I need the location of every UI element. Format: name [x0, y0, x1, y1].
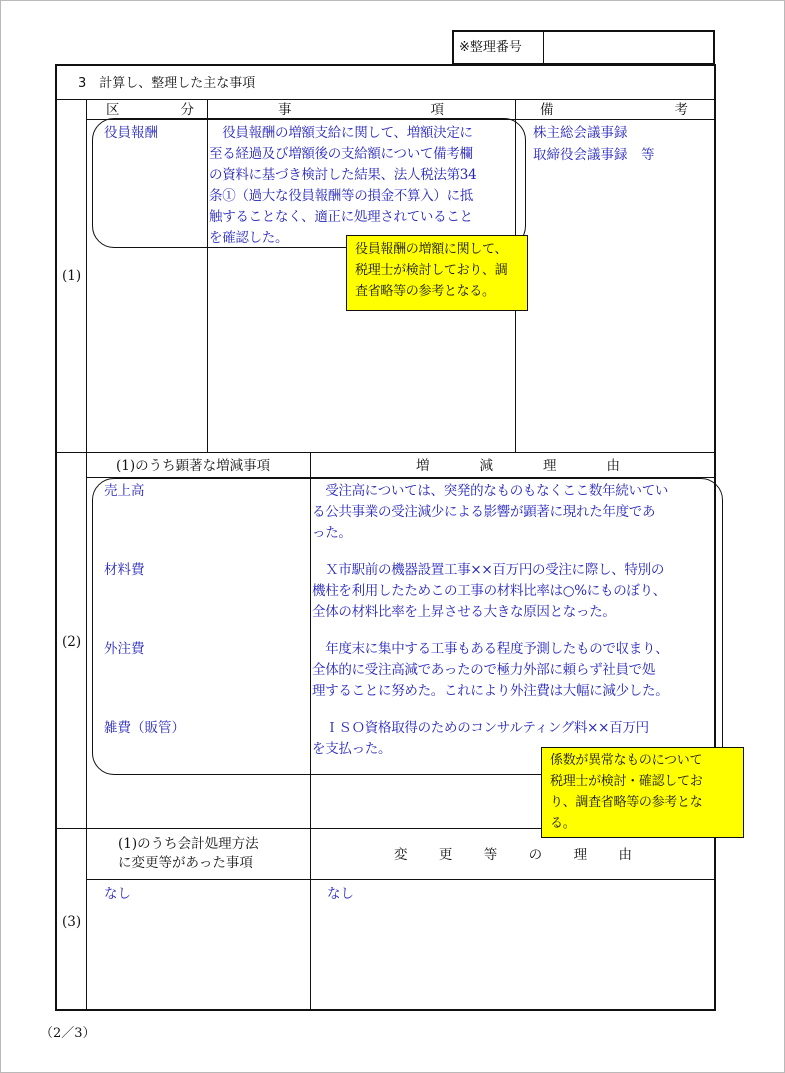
- part3-reason-value: なし: [327, 886, 354, 902]
- part1-remark-2: 取締役会議事録 等: [533, 147, 655, 163]
- part2-reason-line: った。: [312, 525, 352, 541]
- part1-matter-line: の資料に基づき検討した結果、法人税法第34: [209, 167, 477, 183]
- part1-header-biko-a: 備: [540, 102, 554, 118]
- part3-header-rule: [87, 879, 715, 880]
- part2-header-reason: [416, 456, 620, 477]
- part1-header-biko-b: 考: [674, 102, 688, 118]
- part2-note-line: る。: [550, 816, 576, 831]
- part2-note-line: 税理士が検討・確認してお: [550, 774, 703, 789]
- part2-reason-line: 機柱を利用したためこの工事の材料比率は○%にものぼり、: [312, 583, 667, 599]
- part2-callout-note: [541, 747, 744, 838]
- part2-reason-line: る公共事業の受注減少による影響が顕著に現れた年度であ: [312, 504, 656, 520]
- part2-reason-line: 理することに努めた。これにより外注費は大幅に減少した。: [312, 683, 669, 699]
- part2-header-reason-char: 理: [543, 458, 557, 474]
- page-number: （2／3）: [40, 1026, 96, 1041]
- section-title: 3 計算し、整理した主な事項: [78, 76, 256, 91]
- part3-header-item-line1: (1)のうち会計処理方法: [118, 836, 259, 852]
- part3-header-reason-char: 等: [483, 847, 498, 863]
- part2-item-sales: 売上高: [104, 483, 145, 499]
- part1-matter-line: 触することなく、適正に処理されていること: [209, 209, 473, 225]
- reference-number-divider: [543, 31, 544, 64]
- part3-header-item-line2: に変更等があった事項: [118, 855, 253, 871]
- part2-item-outsourcing: 外注費: [104, 641, 145, 657]
- part2-highlight-outline: [92, 478, 723, 775]
- part1-remark-1: 株主総会議事録: [533, 125, 628, 141]
- part2-note-line: 係数が異常なものについて: [550, 753, 703, 768]
- part1-header-jiko-b: 項: [430, 102, 444, 118]
- part1-row-label: (1): [62, 268, 82, 284]
- part2-reason-line: 年度末に集中する工事もある程度予測したもので収まり、: [312, 641, 669, 657]
- part1-header-jiko-a: 事: [278, 102, 292, 118]
- part2-header-reason-char: 由: [606, 458, 620, 474]
- part3-item-value: なし: [104, 886, 131, 902]
- part2-reason-line: ＩＳＯ資格取得のためのコンサルティング料××百万円: [312, 720, 649, 736]
- part2-reason-line: 全体的に受注高減であったので極力外部に頼らず社員で処: [312, 662, 656, 678]
- part2-item-misc: 雑費（販管）: [104, 720, 185, 736]
- part1-matter-line: 役員報酬の増額支給に関して、増額決定に: [209, 125, 473, 141]
- part1-header-biko: [540, 100, 688, 121]
- reference-number-label: ※整理番号: [459, 40, 522, 55]
- part1-matter-line: 条①（過大な役員報酬等の損金不算入）に抵: [209, 188, 473, 204]
- row-label-divider: [86, 100, 87, 1010]
- part1-matter-line: を確認した。: [209, 230, 289, 246]
- part2-reason-line: 受注高については、突発的なものもなくここ数年続いてい: [312, 483, 669, 499]
- part2-item-materials: 材料費: [104, 562, 145, 578]
- part1-highlight-outline: [92, 118, 526, 248]
- part3-header-reason-char: 更: [438, 847, 453, 863]
- part1-callout-note: [346, 235, 528, 311]
- part2-reason-line: 全体の材料比率を上昇させる大きな原因となった。: [312, 604, 616, 620]
- part1-matter-line: 至る経過及び増額後の支給額について備考欄: [209, 146, 473, 162]
- part1-bottom-rule: [56, 452, 715, 453]
- part2-reason-line: を支払った。: [312, 741, 392, 757]
- part1-header-kubun-b: 分: [180, 102, 194, 118]
- part3-row-label: (3): [62, 914, 82, 930]
- part2-row-label: (2): [62, 634, 82, 650]
- part1-note-line: 税理士が検討しており、調: [355, 263, 508, 278]
- part3-header-reason-char: 理: [573, 847, 588, 863]
- part2-header-reason-char: 増: [416, 458, 430, 474]
- part3-header-reason: [394, 845, 632, 866]
- part1-note-line: 役員報酬の増額に関して、: [355, 242, 508, 257]
- part2-note-line: り、調査省略等の参考とな: [550, 795, 703, 810]
- part2-header-reason-char: 減: [479, 458, 493, 474]
- part2-header-item: (1)のうち顕著な増減事項: [116, 458, 271, 474]
- part1-header-kubun-a: 区: [106, 102, 120, 118]
- part3-header-reason-char: 由: [618, 847, 632, 863]
- part3-header-reason-char: 変: [394, 847, 408, 863]
- part1-note-line: 査省略等の参考となる。: [355, 284, 495, 299]
- part2-reason-line: Ｘ市駅前の機器設置工事××百万円の受注に際し、特別の: [312, 562, 665, 578]
- part1-item: 役員報酬: [104, 125, 158, 141]
- part3-header-reason-char: の: [528, 847, 543, 863]
